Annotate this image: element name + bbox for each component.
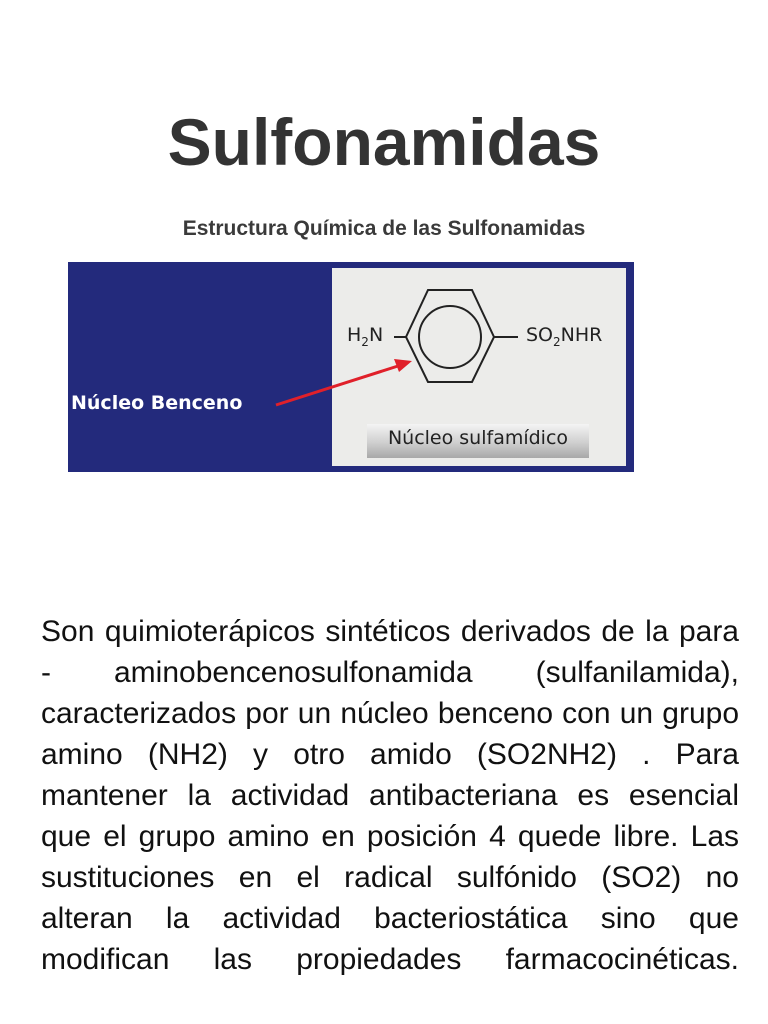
amino-group-label: $H_2N$ <box>347 324 384 349</box>
description-paragraph: Son quimioterápicos sintéticos derivados de la para - aminobencenosulfonamida (sulfanilamida), caracterizados por un núcleo benceno con un grupo amino (NH2) y otro amido (SO2NH2) . Para mantener la actividad antibacteriana es esencial que el grupo amino en posición 4 quede libre. Las sustituciones en el radical sulfónido (SO2) no alteran la actividad bacteriostática sino que modifican las propiedades farmacocinéticas. <box>41 615 739 976</box>
arrow-shaft <box>276 366 398 405</box>
sulfonamide-group-label: $SO_2NHR$ <box>526 324 603 349</box>
page-title: Sulfonamidas <box>167 105 601 179</box>
sulfamidic-nucleus-label: Núcleo sulfamídico <box>387 427 569 449</box>
benzene-ring <box>406 290 494 382</box>
page-subtitle: Estructura Química de las Sulfonamidas <box>182 217 586 240</box>
aromatic-circle <box>419 306 481 368</box>
chemical-structure-figure <box>68 262 634 472</box>
benzene-nucleus-label: Núcleo Benceno <box>71 392 243 414</box>
pointer-arrow <box>276 359 412 405</box>
arrow-head <box>394 359 412 372</box>
